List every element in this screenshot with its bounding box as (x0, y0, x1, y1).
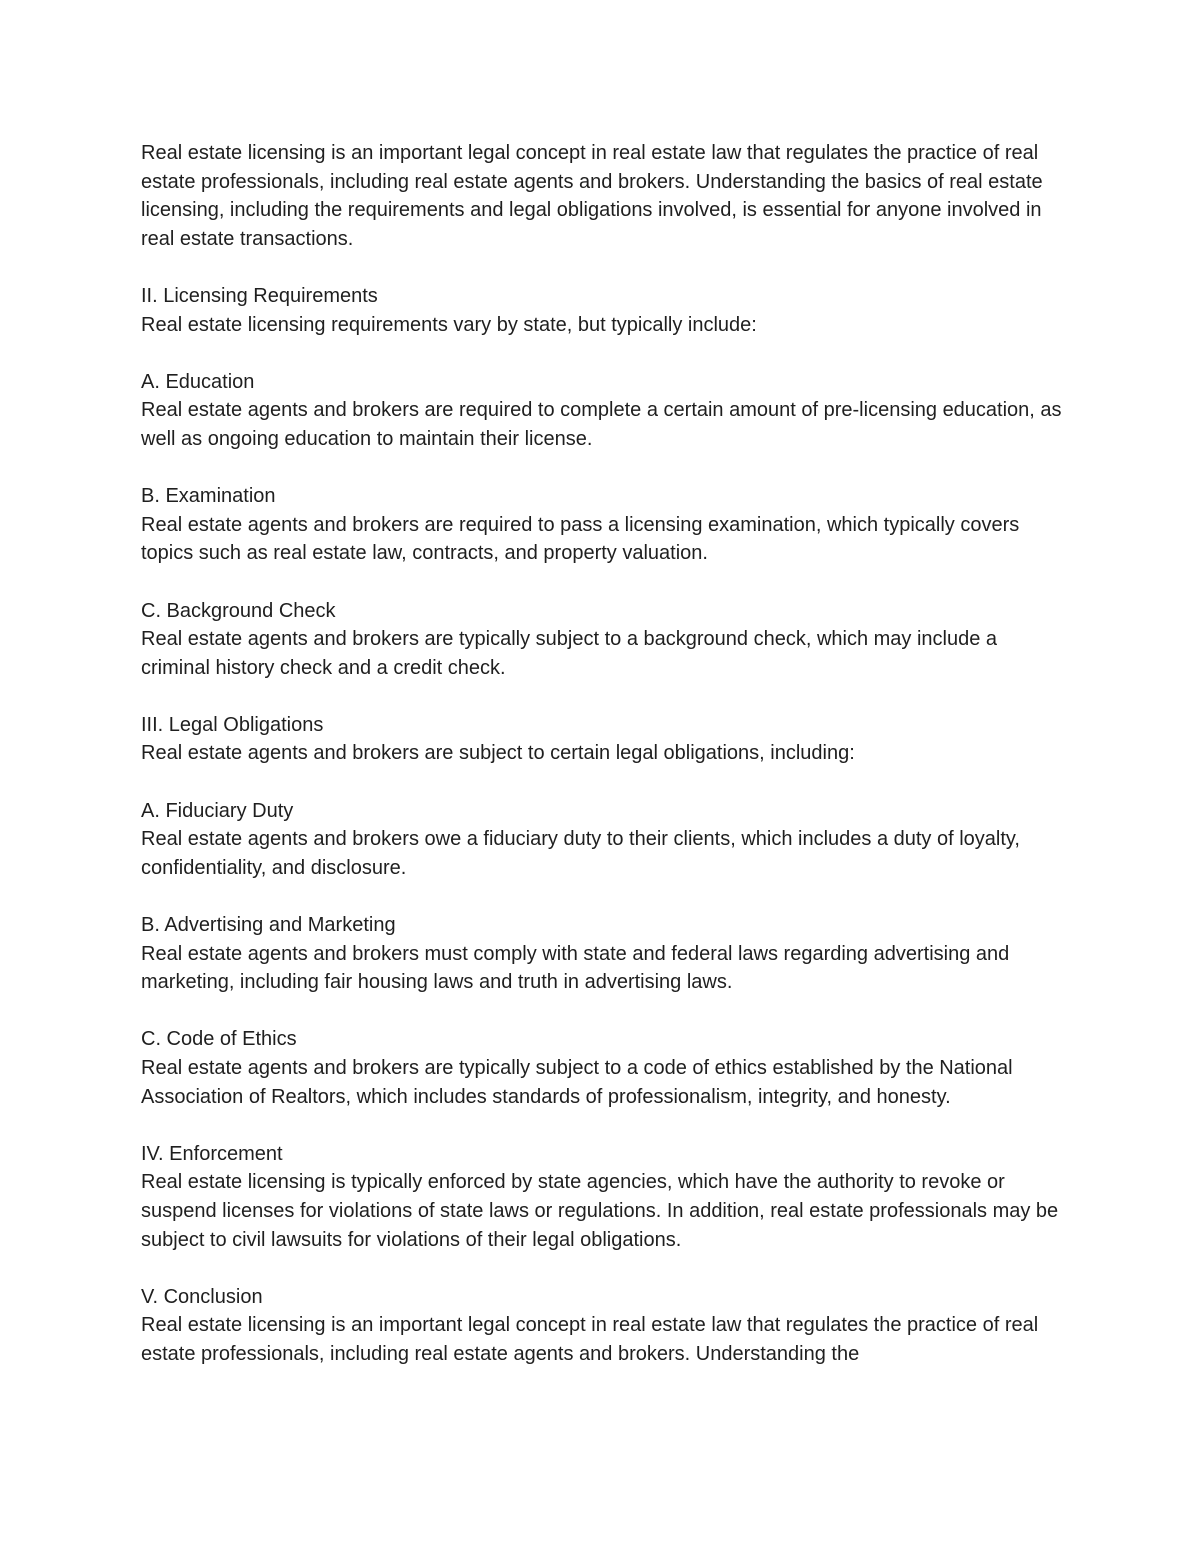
section-background-check (141, 597, 1071, 683)
intro-paragraph (141, 139, 1071, 253)
section-education (141, 368, 1071, 454)
section-body: Real estate agents and brokers are typically subject to a background check, which may include a criminal history check and a credit check. (141, 628, 998, 679)
section-heading: C. Background Check (141, 599, 336, 622)
section-heading: A. Fiduciary Duty (141, 799, 294, 822)
section-advertising-marketing (141, 911, 1071, 997)
section-body: Real estate agents and brokers owe a fiduciary duty to their clients, which includes a duty of loyalty, confidentiality, and disclosure. (141, 828, 1020, 879)
section-body: Real estate agents and brokers are required to complete a certain amount of pre-licensing education, as well as ongoing education to maintain their license. (141, 399, 1062, 450)
intro-text: Real estate licensing is an important legal concept in real estate law that regulates the practice of real estate professionals, including real estate agents and brokers. Understanding the basics of real estate licensing, including the requirements and legal obligations involved, is essential for anyone involved in real estate transactions. (141, 142, 1043, 250)
section-conclusion (141, 1283, 1071, 1369)
section-heading: A. Education (141, 370, 255, 393)
section-fiduciary-duty (141, 797, 1071, 883)
section-body: Real estate agents and brokers are typically subject to a code of ethics established by the National Association of Realtors, which includes standards of professionalism, integrity, and honesty. (141, 1057, 1013, 1108)
section-body: Real estate licensing requirements vary by state, but typically include: (141, 313, 757, 336)
section-body: Real estate licensing is typically enforced by state agencies, which have the authority to revoke or suspend licenses for violations of state laws or regulations. In addition, real estate professionals may be subject to civil lawsuits for violations of their legal obligations. (141, 1171, 1059, 1251)
section-body: Real estate agents and brokers are required to pass a licensing examination, which typically covers topics such as real estate law, contracts, and property valuation. (141, 513, 1020, 565)
section-body: Real estate licensing is an important legal concept in real estate law that regulates the practice of real estate professionals, including real estate agents and brokers. Understanding the (141, 1314, 1039, 1365)
section-heading: II. Licensing Requirements (141, 284, 378, 307)
section-legal-obligations (141, 711, 1071, 768)
section-examination (141, 482, 1071, 568)
section-code-of-ethics (141, 1025, 1071, 1111)
section-heading: III. Legal Obligations (141, 713, 324, 736)
section-licensing-requirements (141, 282, 1071, 339)
section-heading: B. Advertising and Marketing (141, 914, 396, 937)
section-heading: V. Conclusion (141, 1285, 263, 1308)
section-enforcement (141, 1140, 1071, 1254)
section-heading: IV. Enforcement (141, 1142, 283, 1165)
document-body (141, 139, 1071, 1397)
section-body: Real estate agents and brokers are subject to certain legal obligations, including: (141, 742, 855, 765)
section-heading: C. Code of Ethics (141, 1028, 297, 1051)
section-heading: B. Examination (141, 485, 276, 508)
section-body: Real estate agents and brokers must comply with state and federal laws regarding advertising and marketing, including fair housing laws and truth in advertising laws. (141, 942, 1010, 994)
